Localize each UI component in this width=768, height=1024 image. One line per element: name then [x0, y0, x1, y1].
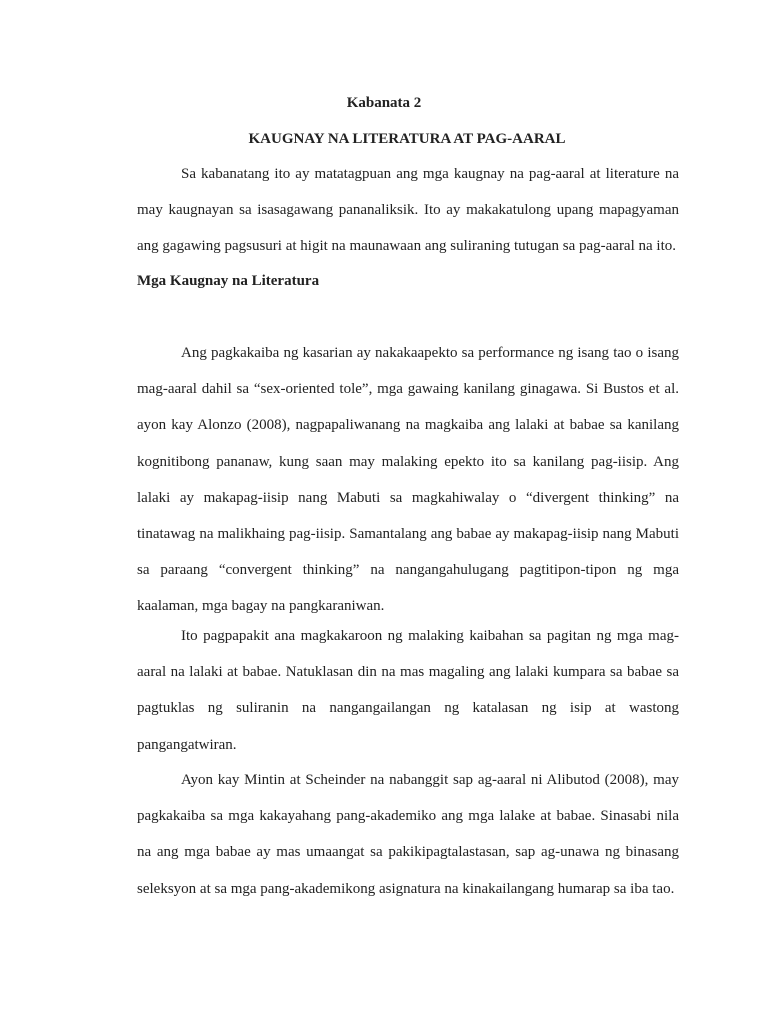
chapter-title: KAUGNAY NA LITERATURA AT PAG-AARAL [248, 131, 566, 147]
body-paragraph: Ang pagkakaiba ng kasarian ay nakakaapekto sa performance ng isang tao o isang mag-aaral dahil sa “sex-oriented tole”, mga gawaing kanilang ginagawa. Si Bustos et al. ayon kay Alonzo (2008), nagpapaliwanang na magkaiba ang lalaki at babae sa kanilang kognitibong pananaw, kung saan may malaking epekto ito sa kanilang pag-iisip. Ang lalaki ay makapag-iisip nang Mabuti sa magkahiwalay o “divergent thinking” na tinatawag na malikhaing pag-iisip. Samantalang ang babae ay makapag-iisip nang Mabuti sa paraang “convergent thinking” na nangangahulugang pagtitipon-tipon ng mga kaalaman, mga bagay na pangkaraniwan. [137, 345, 679, 615]
body-paragraph: Ayon kay Mintin at Scheinder na nabanggit sap ag-aaral ni Alibutod (2008), may pagkakaiba sa mga kakayahang pang-akademiko ang mga lalake at babae. Sinasabi nila na ang mga babae ay mas umaangat sa pakikipagtalastasan, sap ag-unawa ng binasang seleksyon at sa mga pang-akademikong asignatura na kinakailangang humarap sa iba tao. [137, 772, 679, 897]
intro-paragraph: Sa kabanatang ito ay matatagpuan ang mga kaugnay na pag-aaral at literature na may kaugnayan sa isasagawang pananaliksik. Ito ay makakatulong upang mapagyaman ang gagawing pagsusuri at higit na maunawaan ang suliraning tutugan sa pag-aaral na ito. [137, 166, 679, 255]
section-heading: Mga Kaugnay na Literatura [137, 273, 320, 289]
chapter-label: Kabanata 2 [346, 95, 422, 111]
body-paragraph: Ito pagpapakit ana magkakaroon ng malaking kaibahan sa pagitan ng mga mag-aaral na lalaki at babae. Natuklasan din na mas magaling ang lalaki kumpara sa babae sa pagtuklas ng suliranin na nangangailangan ng katalasan ng isip at wastong pangangatwiran. [137, 628, 679, 753]
